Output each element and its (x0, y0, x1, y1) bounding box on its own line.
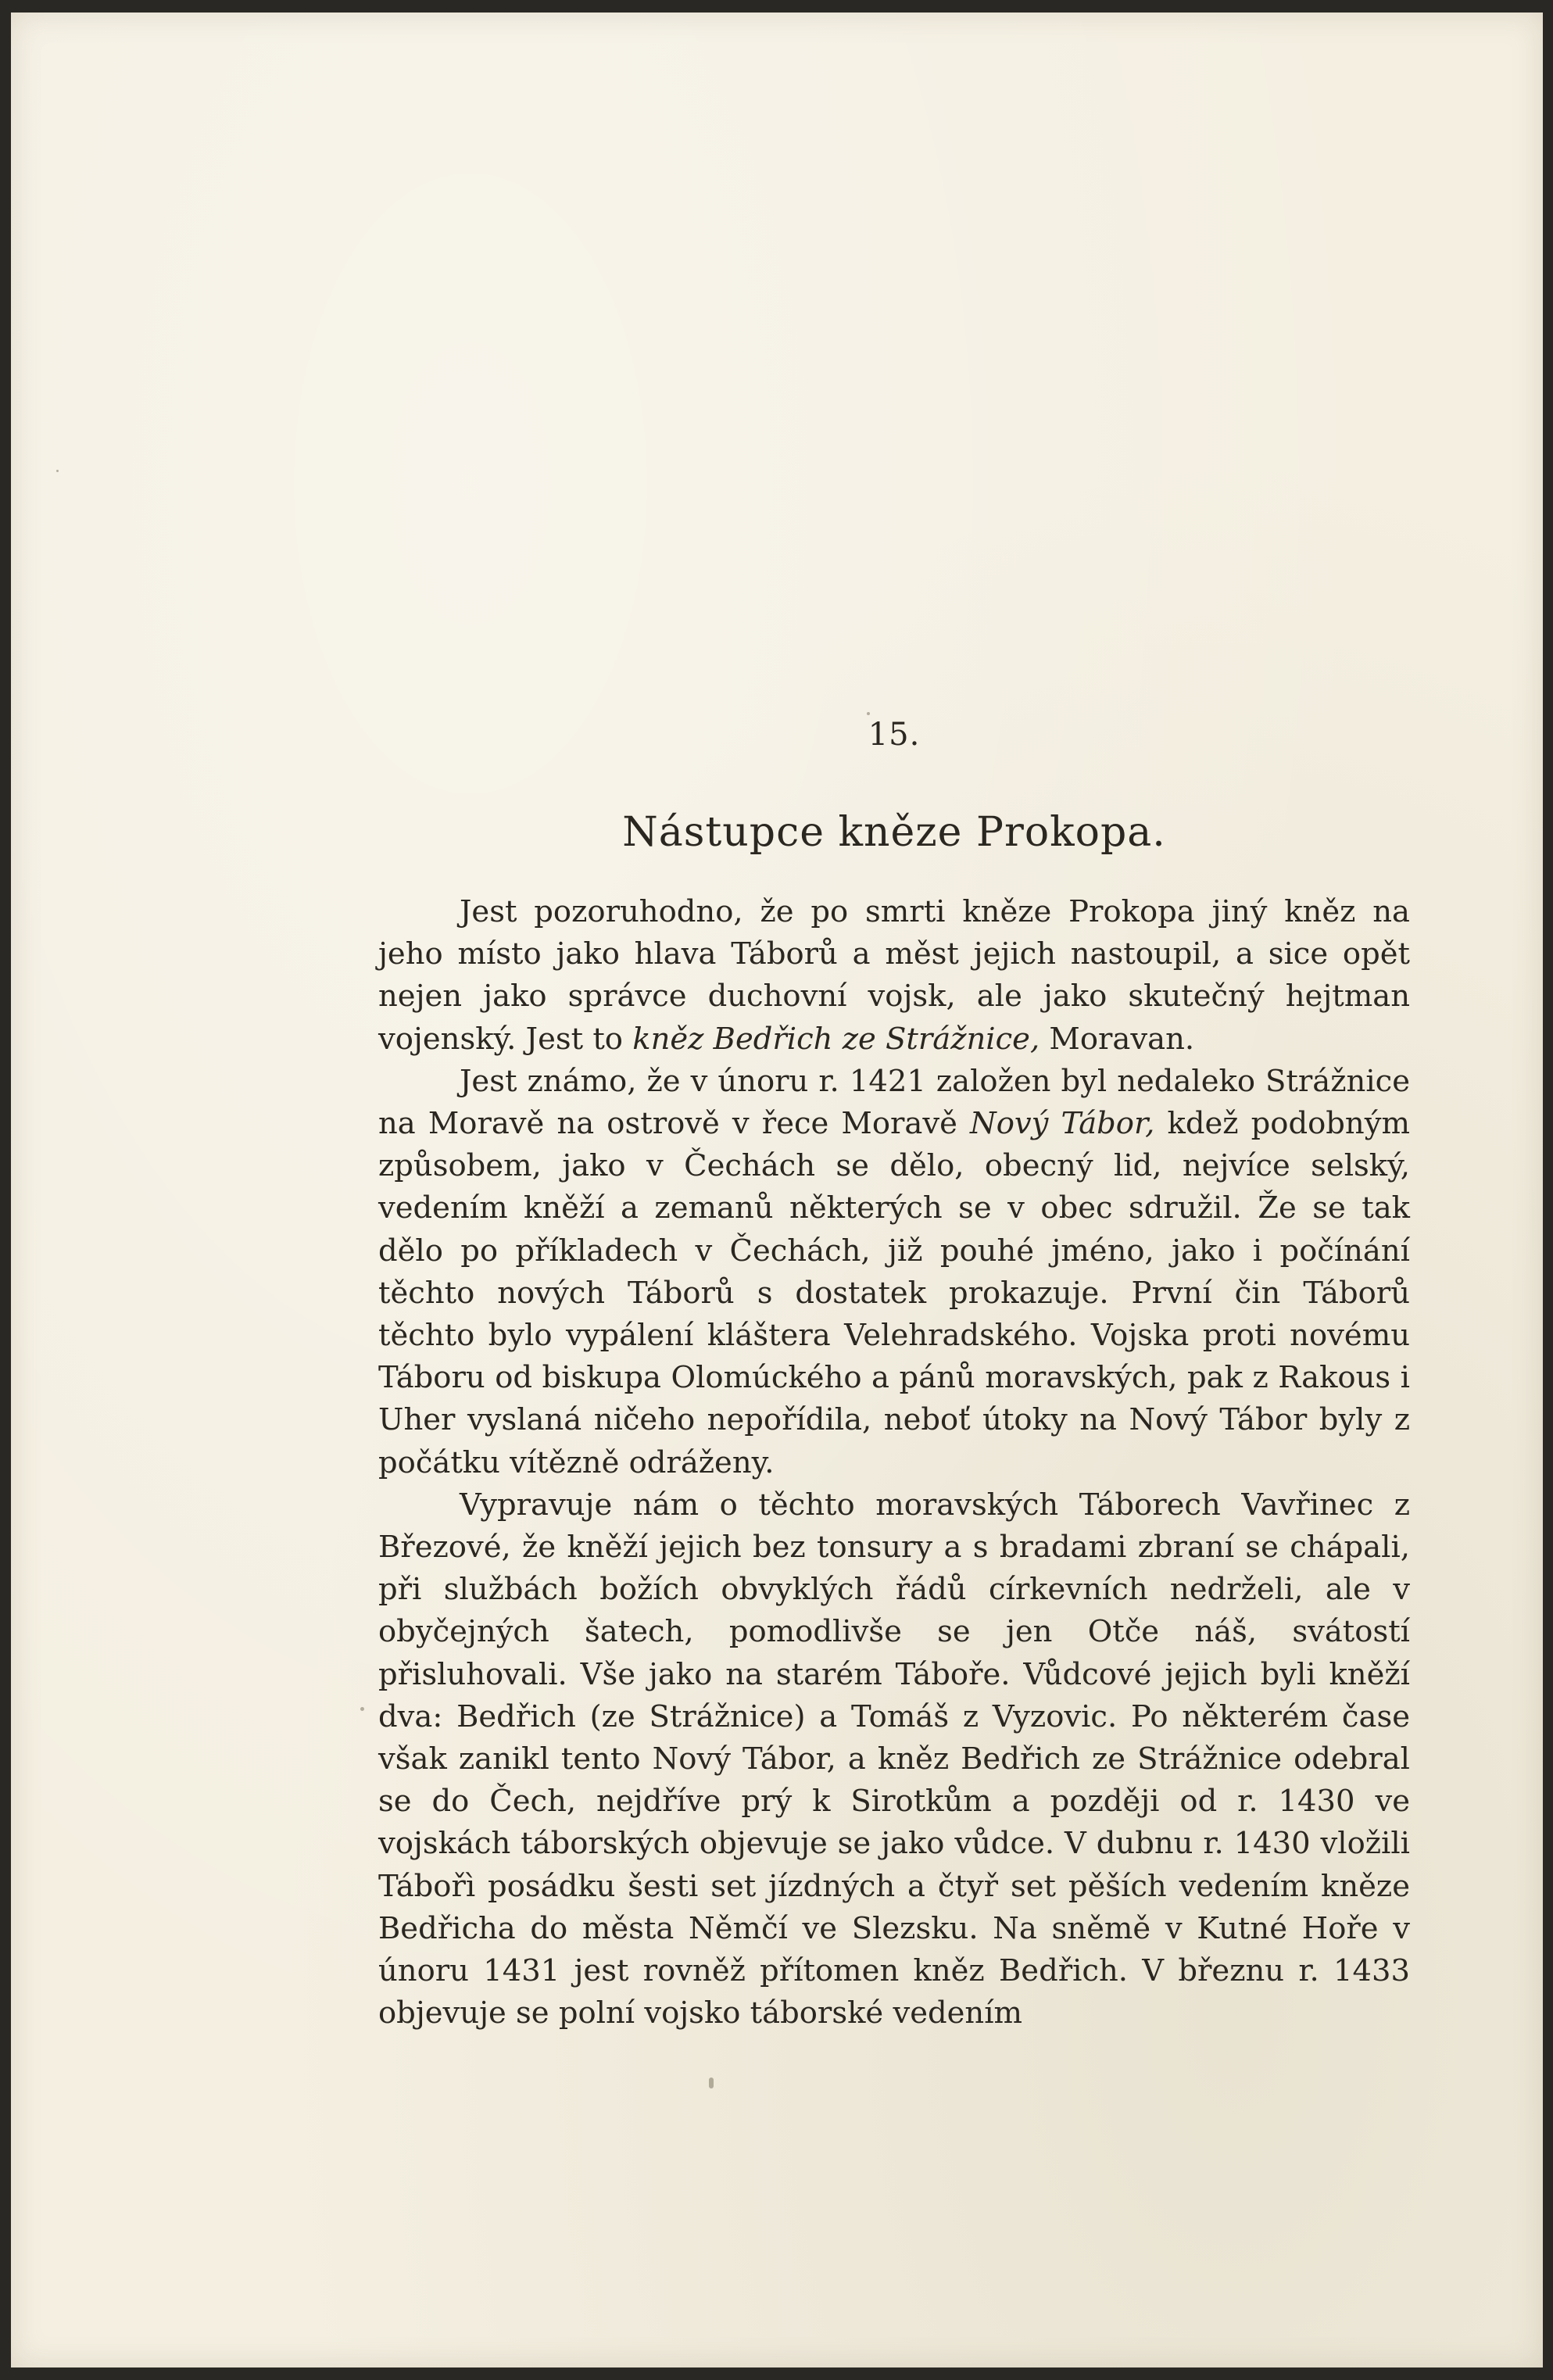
paper-speck (56, 470, 59, 472)
chapter-number: 15. (868, 717, 921, 753)
paper-speck (360, 1707, 364, 1711)
paragraph-1 (378, 891, 1410, 1061)
paragraph-2-text-end: kdež podobným způsobem, jako v Čechách se dělo, obecný lid, nejvíce selský, vedením kněží a zemanů některých se v obec sdružil. Že se tak dělo po příkladech v Čechách, již pouhé jméno, jako i počínání těchto nových Táborů s dostatek prokazuje. První čin Táborů těchto bylo vypálení kláštera Velehradského. Vojska proti novému Táboru od biskupa Olomúckého a pánů moravských, pak z Rakous i Uher vyslaná ničeho nepořídila, neboť útoky na Nový Tábor byly z počátku vítězně odráženy. (378, 1106, 1410, 1480)
paragraph-1-text-end: Moravan. (1040, 1021, 1195, 1057)
paragraph-3: Vypravuje nám o těchto moravských Táborech Vavřinec z Březové, že kněží jejich bez tonsury a s bradami zbraní se chápali, při službách božích obvyklých řádů církevních nedrželi, ale v obyčejných šatech, pomodlivše se jen Otče náš, svátostí přisluhovali. Vše jako na starém Táboře. Vůdcové jejich byli kněží dva: Bedřich (ze Strážnice) a Tomáš z Vyzovic. Po některém čase však zanikl tento Nový Tábor, a kněz Bedřich ze Strážnice odebral se do Čech, nejdříve prý k Sirotkům a později od r. 1430 ve vojskách táborských objevuje se jako vůdce. V dubnu r. 1430 vložili Tábořì posádku šesti set jízdných a čtyř set pěších vedením kněze Bedřicha do města Němčí ve Slezsku. Na sněmě v Kutné Hoře v únoru 1431 jest rovněž přítomen kněz Bedřich. V březnu r. 1433 objevuje se polní vojsko táborské vedením (378, 1487, 1410, 2031)
paper-speck (709, 2078, 714, 2088)
page-text (378, 716, 1410, 2035)
book-page (11, 13, 1543, 2367)
chapter-title: Nástupce kněze Prokopa. (622, 809, 1166, 856)
paragraph-1-emphasis: kněz Bedřich ze Strážnice, (632, 1021, 1040, 1057)
paragraph-1-text: Jest pozoruhodno, že po smrti kněze Prokopa jiný kněz na jeho místo jako hlava Táborů a měst jejich nastoupil, a sice opět nejen jako správce duchovní vojsk, ale jako skutečný hejtman vojenský. Jest to (378, 894, 1410, 1057)
paragraph-2-text: Jest známo, že v únoru r. 1421 založen byl nedaleko Strážnice na Moravě na ostrově v řece Moravě (378, 1063, 1410, 1142)
paper-speck (867, 712, 870, 715)
paragraph-2-emphasis: Nový Tábor, (970, 1106, 1155, 1142)
paragraph-2 (378, 1061, 1410, 1484)
